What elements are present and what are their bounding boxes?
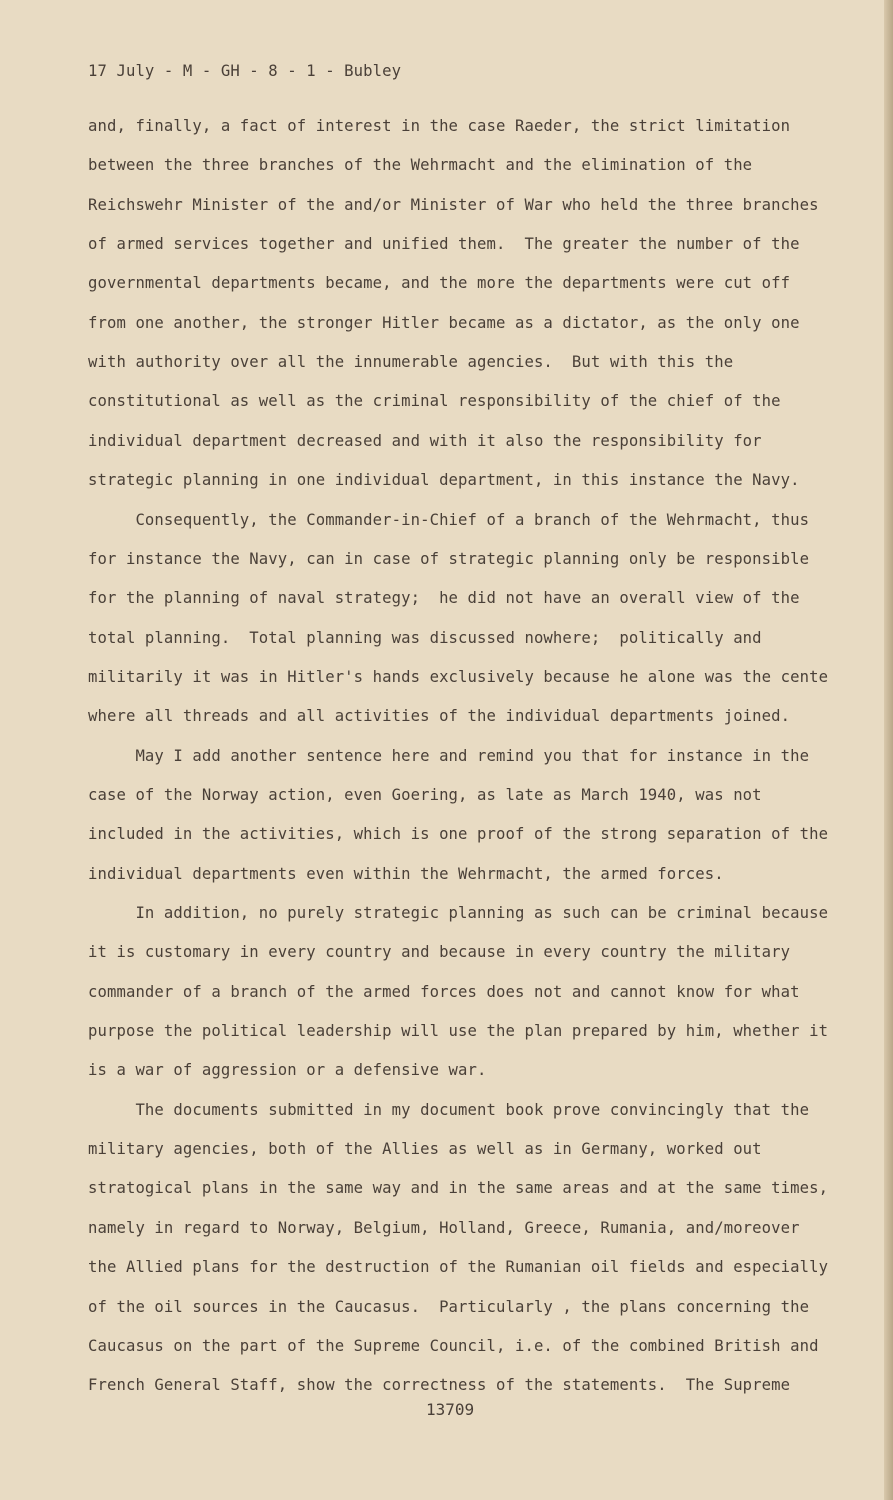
text-line: case of the Norway action, even Goering, as late as March 1940, was not: [88, 785, 762, 804]
text-line: with authority over all the innumerable agencies. But with this the: [88, 353, 734, 372]
text-line: total planning. Total planning was discussed nowhere; politically and: [88, 628, 762, 647]
text-line: militarily it was in Hitler's hands exclusively because he alone was the cente: [88, 667, 829, 686]
text-line: individual departments even within the Wehrmacht, the armed forces.: [88, 864, 724, 883]
text-line: for instance the Navy, can in case of strategic planning only be responsible: [88, 549, 810, 568]
text-line: military agencies, both of the Allies as well as in Germany, worked out: [88, 1140, 762, 1159]
text-line: stratogical plans in the same way and in the same areas and at the same times,: [88, 1179, 829, 1198]
text-line: French General Staff, show the correctness of the statements. The Supreme: [88, 1376, 791, 1395]
text-line: Consequently, the Commander-in-Chief of a branch of the Wehrmacht, thus: [88, 510, 810, 529]
page-edge: [884, 0, 893, 1500]
text-line: purpose the political leadership will use the plan prepared by him, whether it: [88, 1022, 829, 1041]
text-line: namely in regard to Norway, Belgium, Holland, Greece, Rumania, and/moreover: [88, 1218, 800, 1237]
text-line: of armed services together and unified them. The greater the number of the: [88, 235, 800, 254]
text-line: governmental departments became, and the more the departments were cut off: [88, 274, 791, 293]
text-line: where all threads and all activities of the individual departments joined.: [88, 707, 791, 726]
text-line: Reichswehr Minister of the and/or Minister of War who held the three branches: [88, 195, 819, 214]
text-line: and, finally, a fact of interest in the case Raeder, the strict limitation: [88, 117, 791, 135]
text-line: of the oil sources in the Caucasus. Particularly , the plans concerning the: [88, 1297, 810, 1316]
text-line: included in the activities, which is one proof of the strong separation of the: [88, 825, 829, 844]
page-number: 13709: [426, 1400, 475, 1419]
text-line: constitutional as well as the criminal responsibility of the chief of the: [88, 392, 781, 411]
text-line: it is customary in every country and because in every country the military: [88, 943, 791, 962]
text-line: May I add another sentence here and remind you that for instance in the: [88, 746, 810, 765]
text-line: In addition, no purely strategic planning as such can be criminal because: [88, 904, 829, 922]
text-line: is a war of aggression or a defensive war.: [88, 1061, 487, 1080]
text-line: between the three branches of the Wehrmacht and the elimination of the: [88, 156, 753, 175]
page-header: 17 July - M - GH - 8 - 1 - Bubley: [88, 62, 402, 80]
text-line: from one another, the stronger Hitler became as a dictator, as the only one: [88, 313, 800, 332]
text-line: commander of a branch of the armed forces does not and cannot know for what: [88, 982, 800, 1001]
text-line: individual department decreased and with it also the responsibility for: [88, 431, 762, 450]
text-line: The documents submitted in my document book prove convincingly that the: [88, 1100, 810, 1119]
text-line: for the planning of naval strategy; he did not have an overall view of the: [88, 589, 800, 608]
text-line: the Allied plans for the destruction of the Rumanian oil fields and especially: [88, 1258, 829, 1277]
text-line: Caucasus on the part of the Supreme Council, i.e. of the combined British and: [88, 1336, 819, 1355]
text-line: strategic planning in one individual department, in this instance the Navy.: [88, 471, 800, 490]
